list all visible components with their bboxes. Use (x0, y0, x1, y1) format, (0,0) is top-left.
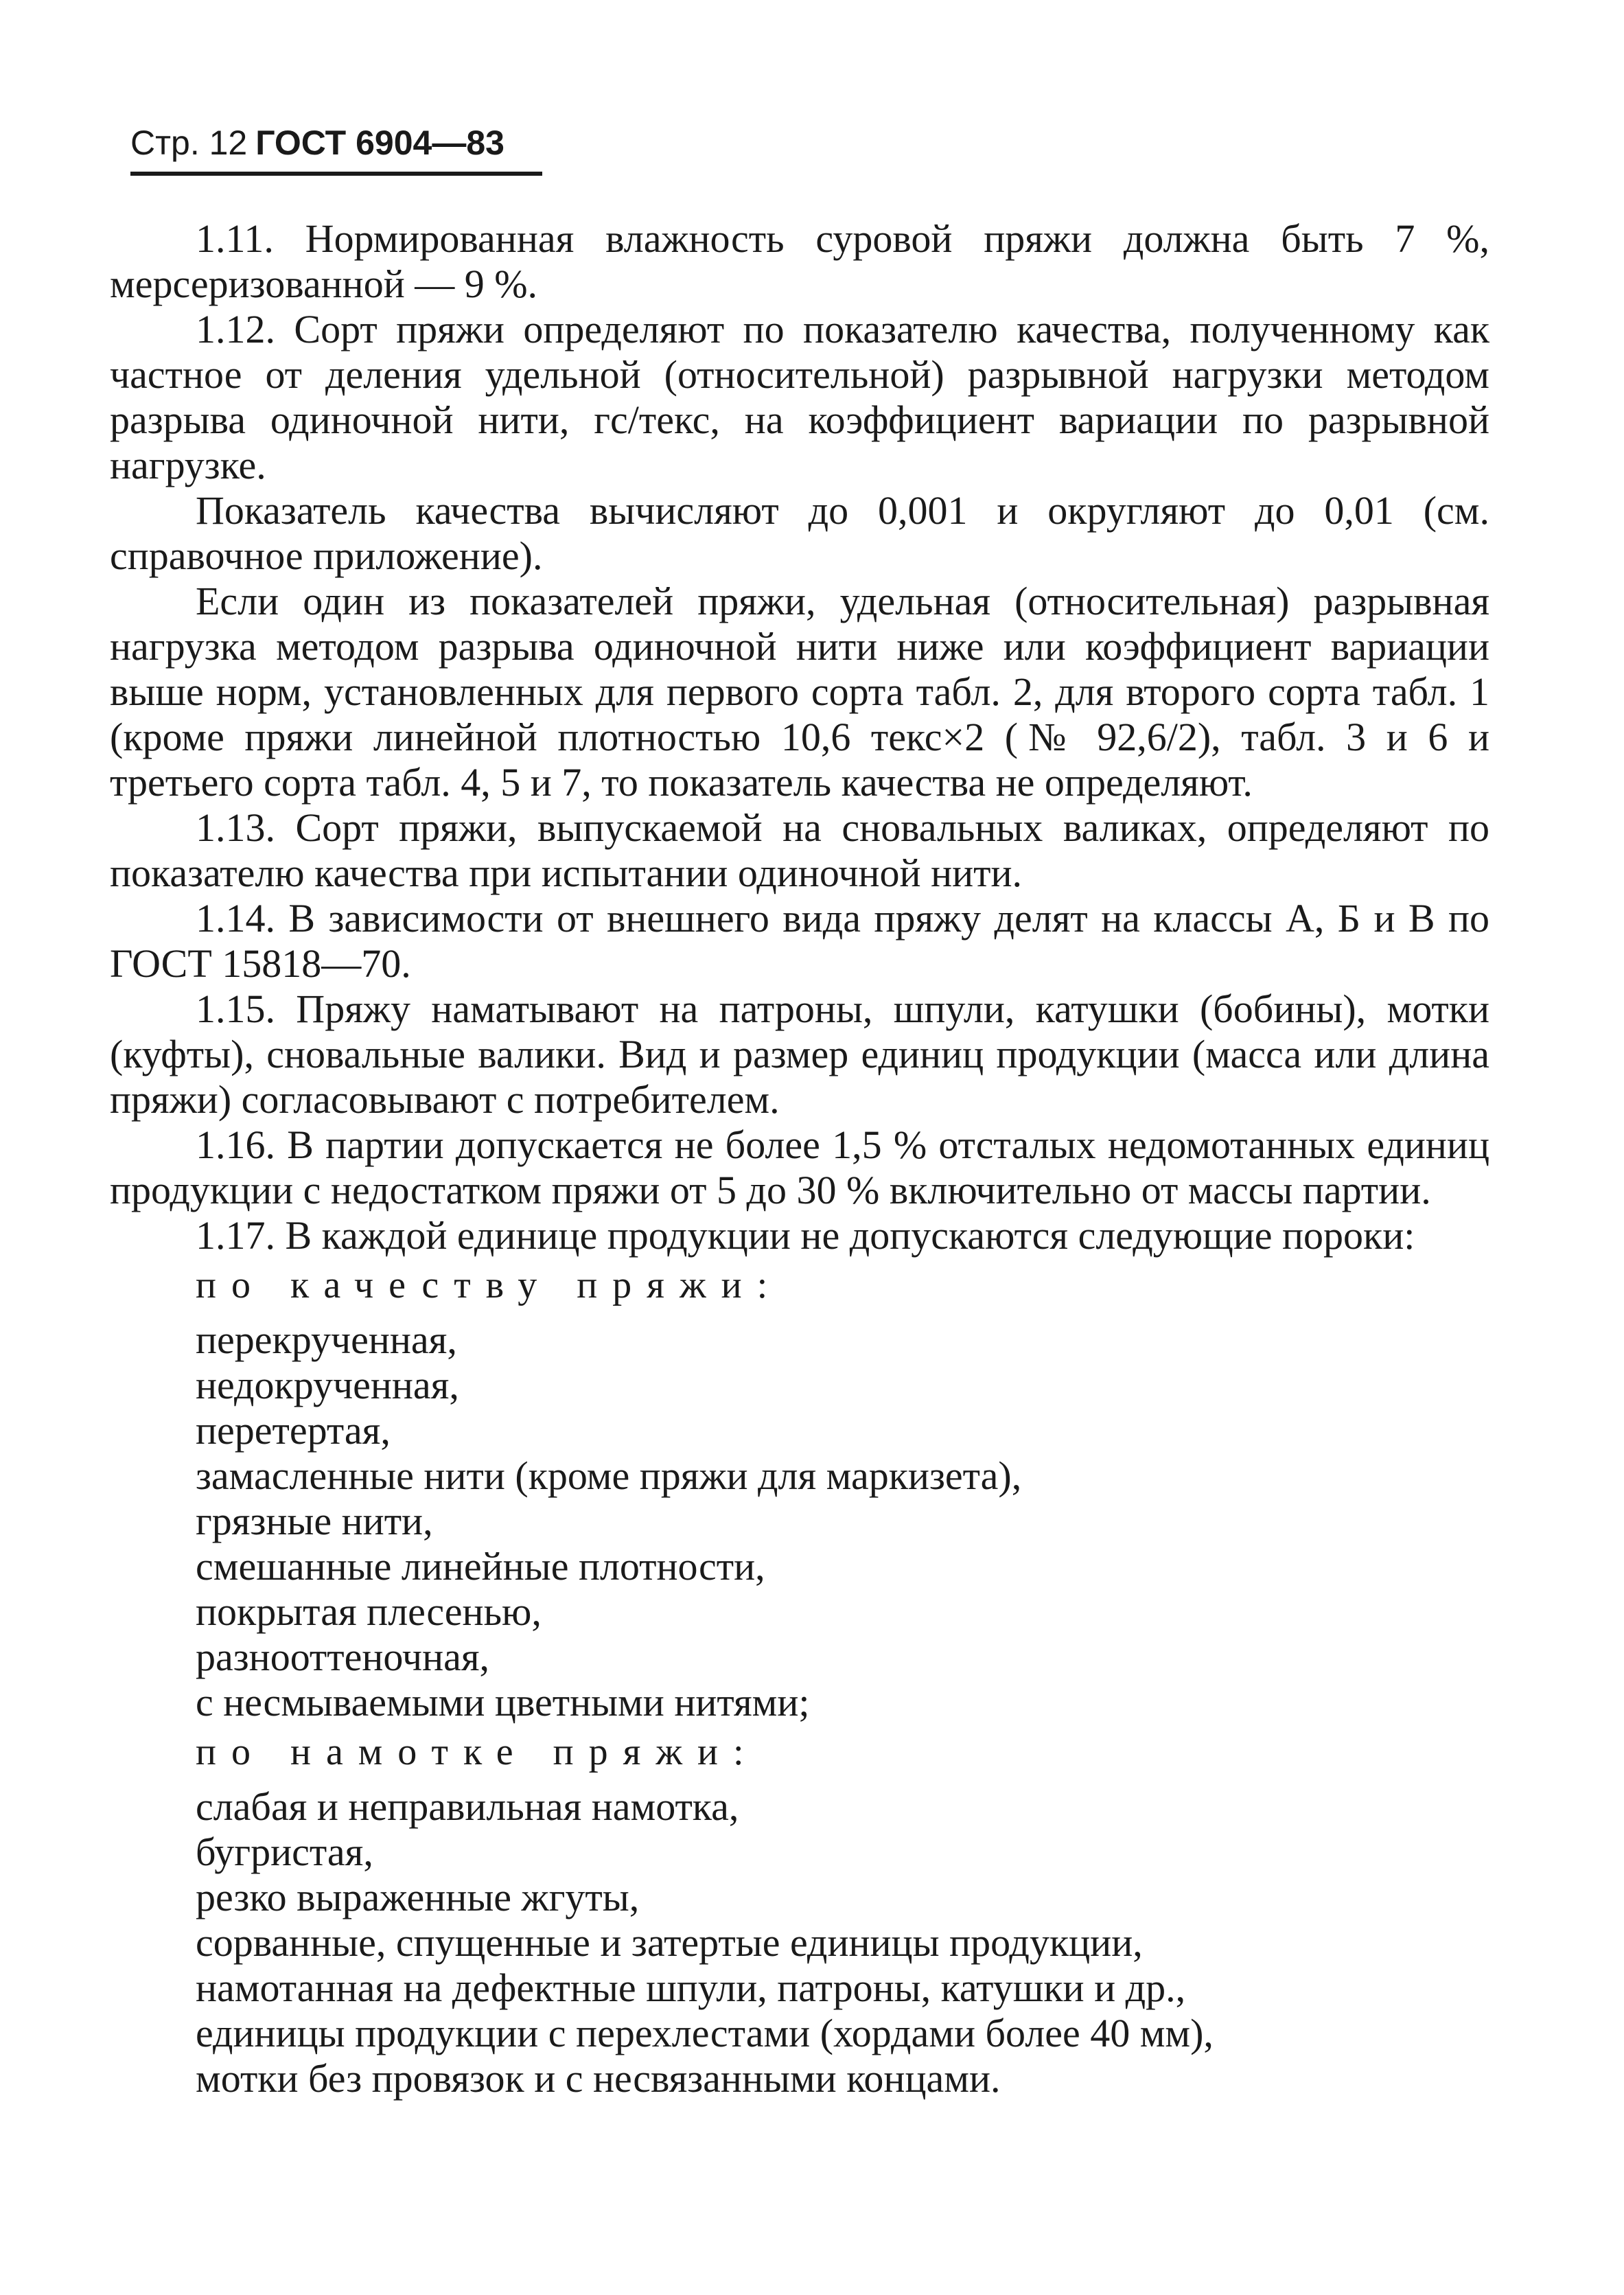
defects-quality-list (196, 1317, 1489, 1725)
list-item: грязные нити, (196, 1499, 433, 1543)
paragraph-1-14: 1.14. В зависимости от внешнего вида пряжу делят на классы А, Б и В по ГОСТ 15818—70. (110, 896, 1489, 986)
standard-designation: ГОСТ 6904—83 (255, 124, 504, 162)
paragraph-1-11: 1.11. Нормированная влажность суровой пряжи должна быть 7 %, мерсеризованной — 9 %. (110, 216, 1489, 306)
page-number: Стр. 12 (130, 124, 248, 162)
list-item: разнооттеночная, (196, 1635, 490, 1679)
paragraph-quality-exception: Если один из показателей пряжи, удельная (относительная) разрывная нагрузка методом разрыва одиночной нити ниже или коэффициент вариации выше норм, установленных для первого сорта табл. 2, для второго сорта табл. 1 (кроме пряжи линейной плотностью 10,6 текс×2 (№ 92,6/2), табл. 3 и 6 и третьего сорта табл. 4, 5 и 7, то показатель качества не определяют. (110, 579, 1489, 805)
list-item: слабая и неправильная намотка, (196, 1784, 739, 1829)
list-item: недокрученная, (196, 1363, 459, 1407)
list-item: с несмываемыми цветными нитями; (196, 1680, 810, 1725)
paragraph-1-15: 1.15. Пряжу наматывают на патроны, шпули, катушки (бобины), мотки (куфты), сновальные валики. Вид и размер единиц продукции (масса или длина пряжи) согласовывают с потребителем. (110, 987, 1489, 1122)
list-item: намотанная на дефектные шпули, патроны, катушки и др., (196, 1965, 1186, 2010)
list-item: бугристая, (196, 1830, 373, 1874)
list-item: покрытая плесенью, (196, 1589, 542, 1634)
defects-winding-list (196, 1784, 1489, 2101)
paragraph-1-17: 1.17. В каждой единице продукции не допускаются следующие пороки: (196, 1213, 1415, 1258)
paragraph-1-12: 1.12. Сорт пряжи определяют по показателю качества, полученному как частное от деления удельной (относительной) разрывной нагрузки методом разрыва одиночной нити, гс/текс, на коэффициент вариации по разрывной нагрузке. (110, 307, 1489, 487)
list-item: единицы продукции с перехлестами (хордами более 40 мм), (196, 2011, 1214, 2055)
list-item: сорванные, спущенные и затертые единицы продукции, (196, 1920, 1143, 1965)
list-item: мотки без провязок и с несвязанными концами. (196, 2056, 1001, 2101)
list-item: резко выраженные жгуты, (196, 1875, 640, 1919)
defects-quality-heading: по качеству пряжи: (196, 1264, 783, 1306)
header-rule (130, 172, 542, 176)
page-header (130, 122, 504, 163)
list-item: перекрученная, (196, 1317, 457, 1362)
list-item: замасленные нити (кроме пряжи для маркизета), (196, 1453, 1022, 1498)
document-body (110, 216, 1489, 2101)
paragraph-quality-index: Показатель качества вычисляют до 0,001 и округляют до 0,01 (см. справочное приложение). (110, 488, 1489, 578)
paragraph-1-13: 1.13. Сорт пряжи, выпускаемой на сновальных валиках, определяют по показателю качества при испытании одиночной нити. (110, 805, 1489, 895)
list-item: перетертая, (196, 1408, 391, 1453)
list-item: смешанные линейные плотности, (196, 1544, 765, 1589)
paragraph-1-16: 1.16. В партии допускается не более 1,5 % отсталых недомотанных единиц продукции с недостатком пряжи от 5 до 30 % включительно от массы партии. (110, 1122, 1489, 1212)
defects-winding-heading: по намотке пряжи: (196, 1731, 759, 1773)
